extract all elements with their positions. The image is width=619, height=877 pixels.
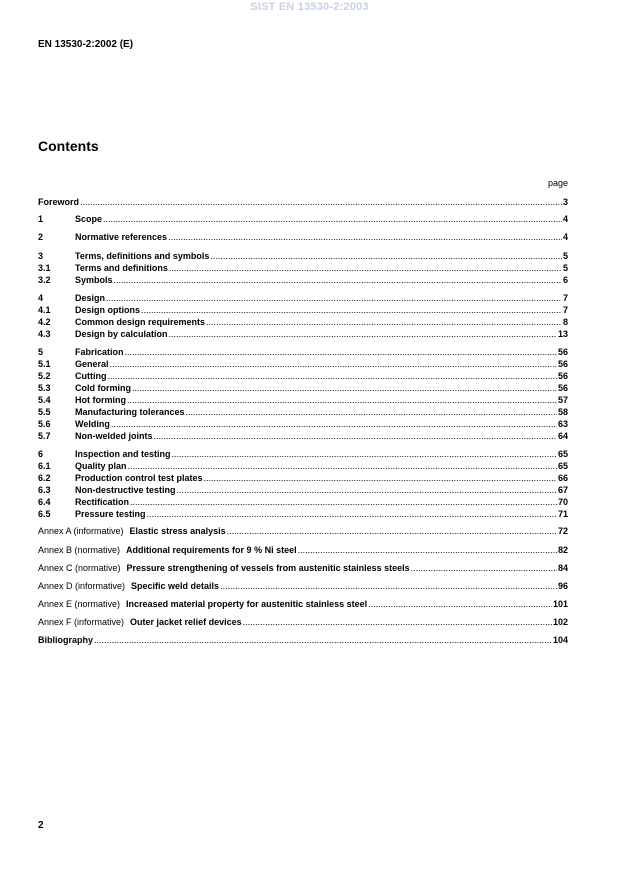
- toc-entry[interactable]: [38, 394, 568, 406]
- toc-title: Design by calculation: [75, 329, 168, 339]
- toc-page-number: 6: [562, 275, 568, 285]
- toc-title: Terms and definitions: [75, 263, 168, 273]
- toc-page-number: 13: [557, 329, 568, 339]
- toc-title: Design options: [75, 305, 140, 315]
- toc-section-number: 4.2: [38, 317, 51, 327]
- toc-entry[interactable]: [38, 304, 568, 316]
- toc-section-number: 6.2: [38, 473, 51, 483]
- toc-title: Terms, definitions and symbols: [75, 251, 210, 261]
- toc-title: Common design requirements: [75, 317, 206, 327]
- toc-entry[interactable]: [38, 580, 568, 592]
- toc-leader-dots: [128, 460, 557, 472]
- toc-section-number: 6: [38, 449, 44, 459]
- toc-title: Production control test plates: [75, 473, 203, 483]
- toc-entry[interactable]: [38, 544, 568, 556]
- toc-title: Bibliography: [38, 635, 94, 645]
- toc-page-number: 104: [552, 635, 568, 645]
- toc-leader-dots: [114, 274, 562, 286]
- toc-entry[interactable]: [38, 213, 568, 225]
- toc-entry[interactable]: [38, 262, 568, 274]
- toc-leader-dots: [227, 525, 557, 537]
- page-number: 2: [38, 820, 44, 831]
- toc-entry[interactable]: [38, 525, 568, 537]
- toc-entry[interactable]: [38, 250, 568, 262]
- toc-entry[interactable]: [38, 406, 568, 418]
- page-column-label: page: [547, 178, 568, 188]
- toc-page-number: 96: [557, 581, 568, 591]
- toc-page-number: 4: [562, 214, 568, 224]
- toc-leader-dots: [220, 580, 557, 592]
- toc-title: Normative references: [75, 232, 168, 242]
- toc-leader-dots: [130, 496, 557, 508]
- document-id: EN 13530-2:2002 (E): [38, 39, 134, 50]
- toc-section-number: 5.6: [38, 419, 51, 429]
- toc-title: Increased material property for austenitic stainless steel: [126, 599, 368, 609]
- toc-entry[interactable]: [38, 448, 568, 460]
- toc-section-number: 6.4: [38, 497, 51, 507]
- toc-leader-dots: [132, 382, 557, 394]
- toc-title: Rectification: [75, 497, 130, 507]
- toc-entry[interactable]: [38, 292, 568, 304]
- toc-leader-dots: [106, 292, 562, 304]
- toc-title: Scope: [75, 214, 103, 224]
- toc-entry[interactable]: [38, 274, 568, 286]
- toc-section-number: 4.3: [38, 329, 51, 339]
- toc-section-number: 2: [38, 232, 44, 242]
- toc-page-number: 8: [562, 317, 568, 327]
- page-title: Contents: [38, 138, 99, 154]
- toc-leader-dots: [80, 196, 562, 208]
- toc-page-number: 3: [562, 197, 568, 207]
- toc-title: Design: [75, 293, 106, 303]
- toc-section-number: 3.2: [38, 275, 51, 285]
- toc-page-number: 56: [557, 371, 568, 381]
- toc-entry[interactable]: [38, 316, 568, 328]
- toc-title: Quality plan: [75, 461, 127, 471]
- toc-page-number: 67: [557, 485, 568, 495]
- toc-leader-dots: [210, 250, 562, 262]
- toc-title: General: [75, 359, 109, 369]
- toc-title: Fabrication: [75, 347, 124, 357]
- toc-annex-prefix: Annex C (normative): [38, 563, 121, 573]
- toc-section-number: 6.5: [38, 509, 51, 519]
- toc-page-number: 5: [562, 263, 568, 273]
- toc-entry[interactable]: [38, 484, 568, 496]
- toc-leader-dots: [206, 316, 562, 328]
- toc-leader-dots: [177, 484, 557, 496]
- toc-title: Elastic stress analysis: [129, 526, 226, 536]
- toc-title: Cold forming: [75, 383, 131, 393]
- toc-title: Hot forming: [75, 395, 126, 405]
- toc-entry[interactable]: [38, 346, 568, 358]
- toc-entry[interactable]: [38, 370, 568, 382]
- toc-leader-dots: [204, 472, 557, 484]
- toc-entry[interactable]: [38, 358, 568, 370]
- toc-leader-dots: [127, 394, 557, 406]
- toc-section-number: 6.1: [38, 461, 51, 471]
- toc-page-number: 84: [557, 563, 568, 573]
- toc-title: Outer jacket relief devices: [130, 617, 242, 627]
- toc-page-number: 56: [557, 347, 568, 357]
- toc-entry[interactable]: [38, 460, 568, 472]
- toc-page-number: 56: [557, 383, 568, 393]
- toc-title: Additional requirements for 9 % Ni steel: [126, 545, 297, 555]
- toc-leader-dots: [110, 358, 557, 370]
- toc-title: Pressure strengthening of vessels from austenitic stainless steels: [126, 563, 410, 573]
- toc-section-number: 5.7: [38, 431, 51, 441]
- toc-entry[interactable]: [38, 634, 568, 646]
- toc-page-number: 102: [552, 617, 568, 627]
- toc-leader-dots: [141, 304, 562, 316]
- toc-section-number: 1: [38, 214, 44, 224]
- toc-leader-dots: [298, 544, 557, 556]
- toc-title: Manufacturing tolerances: [75, 407, 185, 417]
- toc-leader-dots: [168, 231, 562, 243]
- toc-page-number: 4: [562, 232, 568, 242]
- toc-leader-dots: [368, 598, 552, 610]
- toc-page-number: 71: [557, 509, 568, 519]
- toc-page-number: 57: [557, 395, 568, 405]
- toc-section-number: 5.5: [38, 407, 51, 417]
- toc-title: Symbols: [75, 275, 113, 285]
- watermark: SIST EN 13530-2:2003: [250, 1, 369, 13]
- toc-page-number: 65: [557, 449, 568, 459]
- toc-page-number: 58: [557, 407, 568, 417]
- toc-title: Non-destructive testing: [75, 485, 176, 495]
- toc-page-number: 7: [562, 305, 568, 315]
- toc-leader-dots: [94, 634, 552, 646]
- toc-page-number: 63: [557, 419, 568, 429]
- toc-annex-prefix: Annex B (normative): [38, 545, 121, 555]
- toc-section-number: 4.1: [38, 305, 51, 315]
- toc-leader-dots: [172, 448, 557, 460]
- toc-leader-dots: [108, 370, 557, 382]
- toc-leader-dots: [411, 562, 557, 574]
- toc-entry[interactable]: [38, 418, 568, 430]
- toc-entry[interactable]: [38, 231, 568, 243]
- toc-page-number: 65: [557, 461, 568, 471]
- toc-leader-dots: [103, 213, 562, 225]
- toc-page-number: 66: [557, 473, 568, 483]
- toc-title: Welding: [75, 419, 110, 429]
- toc-page-number: 82: [557, 545, 568, 555]
- toc-section-number: 5.1: [38, 359, 51, 369]
- toc-leader-dots: [169, 262, 562, 274]
- toc-page-number: 56: [557, 359, 568, 369]
- toc-entry[interactable]: [38, 616, 568, 628]
- toc-entry[interactable]: [38, 382, 568, 394]
- toc-leader-dots: [154, 430, 557, 442]
- toc-annex-prefix: Annex D (informative): [38, 581, 126, 591]
- toc-leader-dots: [147, 508, 557, 520]
- toc-entry[interactable]: [38, 430, 568, 442]
- toc-section-number: 3: [38, 251, 44, 261]
- toc-entry[interactable]: [38, 196, 568, 208]
- toc-title: Non-welded joints: [75, 431, 153, 441]
- toc-title: Pressure testing: [75, 509, 146, 519]
- toc-section-number: 3.1: [38, 263, 51, 273]
- toc-annex-prefix: Annex F (informative): [38, 617, 125, 627]
- toc-annex-prefix: Annex E (normative): [38, 599, 121, 609]
- toc-title: Cutting: [75, 371, 107, 381]
- toc-entry[interactable]: [38, 598, 568, 610]
- toc-page-number: 64: [557, 431, 568, 441]
- toc-section-number: 4: [38, 293, 44, 303]
- toc-annex-prefix: Annex A (informative): [38, 526, 124, 536]
- toc-leader-dots: [186, 406, 557, 418]
- toc-entry[interactable]: [38, 562, 568, 574]
- toc-title: Foreword: [38, 197, 80, 207]
- toc-section-number: 5.2: [38, 371, 51, 381]
- toc-title: Specific weld details: [131, 581, 220, 591]
- toc-section-number: 5.4: [38, 395, 51, 405]
- toc-title: Inspection and testing: [75, 449, 171, 459]
- toc-leader-dots: [243, 616, 552, 628]
- toc-leader-dots: [125, 346, 557, 358]
- toc-page-number: 101: [552, 599, 568, 609]
- toc-page-number: 7: [562, 293, 568, 303]
- toc-page-number: 72: [557, 526, 568, 536]
- toc-leader-dots: [111, 418, 557, 430]
- toc-page-number: 70: [557, 497, 568, 507]
- toc-entry[interactable]: [38, 328, 568, 340]
- toc-entry[interactable]: [38, 496, 568, 508]
- toc-entry[interactable]: [38, 472, 568, 484]
- toc-section-number: 5.3: [38, 383, 51, 393]
- toc-leader-dots: [169, 328, 557, 340]
- toc-section-number: 6.3: [38, 485, 51, 495]
- toc-section-number: 5: [38, 347, 44, 357]
- toc-page-number: 5: [562, 251, 568, 261]
- toc-entry[interactable]: [38, 508, 568, 520]
